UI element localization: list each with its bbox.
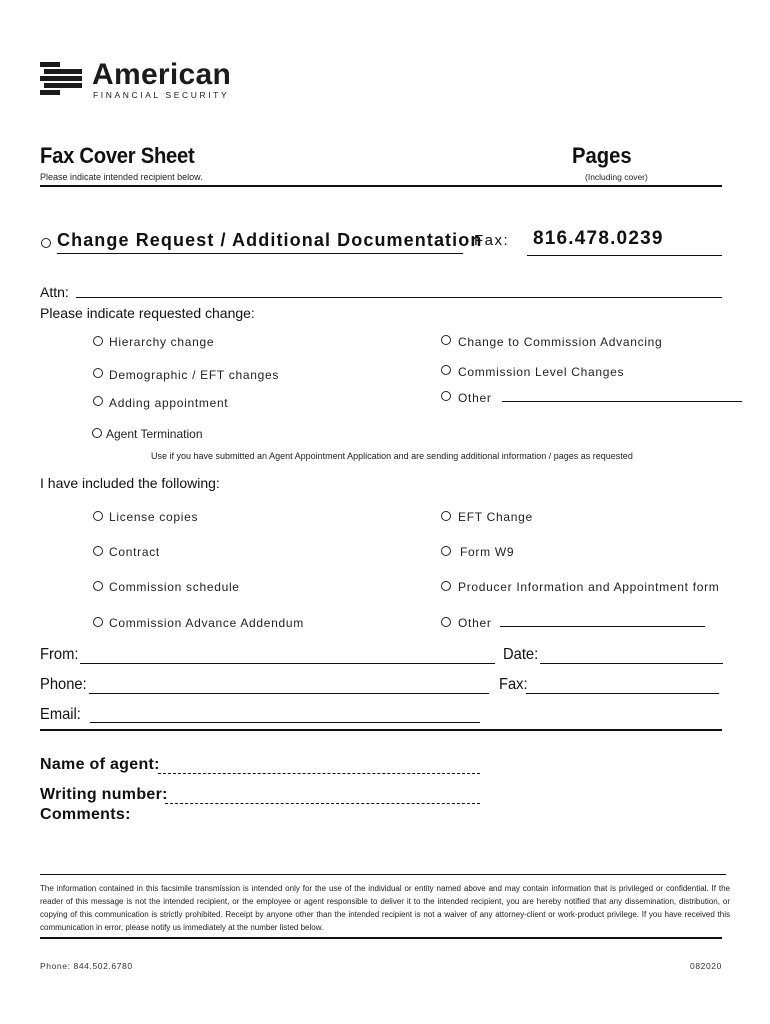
fax-number: 816.478.0239	[533, 228, 664, 249]
included-other-radio[interactable]	[441, 617, 451, 627]
producer-info-label: Producer Information and Appointment form	[458, 580, 720, 594]
adding-appointment-radio[interactable]	[93, 396, 103, 406]
american-logo-icon	[40, 62, 86, 96]
license-copies-label: License copies	[109, 510, 199, 524]
writing-number-field[interactable]	[165, 803, 480, 804]
included-other-label: Other	[458, 616, 492, 630]
commission-addendum-label: Commission Advance Addendum	[109, 616, 304, 630]
commission-schedule-radio[interactable]	[93, 581, 103, 591]
agent-termination-label: Agent Termination	[106, 427, 203, 441]
logo-tagline: FINANCIAL SECURITY	[93, 90, 230, 100]
change-other-label: Other	[458, 391, 492, 405]
contract-radio[interactable]	[93, 546, 103, 556]
commission-level-label: Commission Level Changes	[458, 365, 625, 379]
fax-label: Fax:	[474, 232, 510, 249]
eft-change-radio[interactable]	[441, 511, 451, 521]
demographic-eft-radio[interactable]	[93, 368, 103, 378]
writing-number-label: Writing number:	[40, 786, 168, 803]
eft-change-label: EFT Change	[458, 510, 533, 524]
email-field[interactable]	[90, 722, 480, 723]
adding-appointment-label: Adding appointment	[109, 396, 229, 410]
agent-termination-radio[interactable]	[92, 428, 102, 438]
change-other-radio[interactable]	[441, 391, 451, 401]
change-other-field[interactable]	[502, 401, 742, 402]
hierarchy-change-radio[interactable]	[93, 336, 103, 346]
included-prompt: I have included the following:	[40, 475, 220, 491]
commission-advancing-radio[interactable]	[441, 335, 451, 345]
page-title: Fax Cover Sheet	[40, 143, 195, 168]
sender-fax-field[interactable]	[526, 693, 719, 694]
from-label: From:	[40, 646, 79, 663]
commission-level-radio[interactable]	[441, 365, 451, 375]
comments-label: Comments:	[40, 806, 131, 823]
sender-divider	[40, 729, 722, 731]
pages-note: (Including cover)	[585, 172, 648, 182]
footer-code: 082020	[690, 961, 722, 971]
commission-addendum-radio[interactable]	[93, 617, 103, 627]
commission-schedule-label: Commission schedule	[109, 580, 240, 594]
date-field[interactable]	[540, 663, 723, 664]
requested-change-prompt: Please indicate requested change:	[40, 305, 255, 321]
fax-number-underline	[527, 255, 722, 256]
hierarchy-change-label: Hierarchy change	[109, 335, 215, 349]
header-divider	[40, 185, 722, 187]
from-field[interactable]	[80, 663, 495, 664]
email-label: Email:	[40, 706, 81, 723]
license-copies-radio[interactable]	[93, 511, 103, 521]
confidentiality-disclaimer: The information contained in this facsimile transmission is intended only for the use of the individual or entity named above and may contain information that is privileged or confidential. If the reader of this message is not the intended recipient, or the employee or agent responsible to deliver it to the intended recipient, you are hereby notified that any dissemination, distribution, or copying of this communication is strictly prohibited. Receipt by anyone other than the intended recipient is not a waiver of any attorney-client or work-product privilege. If you have received this communication in error, please notify us immediately at the number listed below.	[40, 884, 730, 932]
date-label: Date:	[503, 646, 539, 663]
footer-phone: Phone: 844.502.6780	[40, 961, 133, 971]
change-request-underline	[57, 253, 463, 254]
logo-wordmark: American	[92, 58, 232, 91]
change-request-title: Change Request / Additional Documentation	[57, 230, 483, 250]
sender-fax-label: Fax:	[499, 676, 528, 693]
page-subtitle: Please indicate intended recipient below.	[40, 172, 203, 182]
contract-label: Contract	[109, 545, 160, 559]
form-w9-label: Form W9	[460, 545, 515, 559]
agent-name-field[interactable]	[158, 773, 480, 774]
phone-label: Phone:	[40, 676, 87, 693]
disclaimer-bottom-divider	[40, 937, 722, 939]
producer-info-radio[interactable]	[441, 581, 451, 591]
included-other-field[interactable]	[500, 626, 705, 627]
disclaimer-top-divider	[40, 874, 726, 875]
attn-label: Attn:	[40, 284, 69, 300]
form-w9-radio[interactable]	[441, 546, 451, 556]
attn-field[interactable]	[76, 297, 722, 298]
agent-name-label: Name of agent:	[40, 756, 160, 773]
commission-advancing-label: Change to Commission Advancing	[458, 335, 663, 349]
termination-note: Use if you have submitted an Agent Appointment Application and are sending additional information / pages as requested	[151, 451, 633, 461]
change-request-radio[interactable]	[41, 238, 51, 248]
pages-label: Pages	[572, 143, 632, 168]
demographic-eft-label: Demographic / EFT changes	[109, 368, 280, 382]
phone-field[interactable]	[89, 693, 489, 694]
